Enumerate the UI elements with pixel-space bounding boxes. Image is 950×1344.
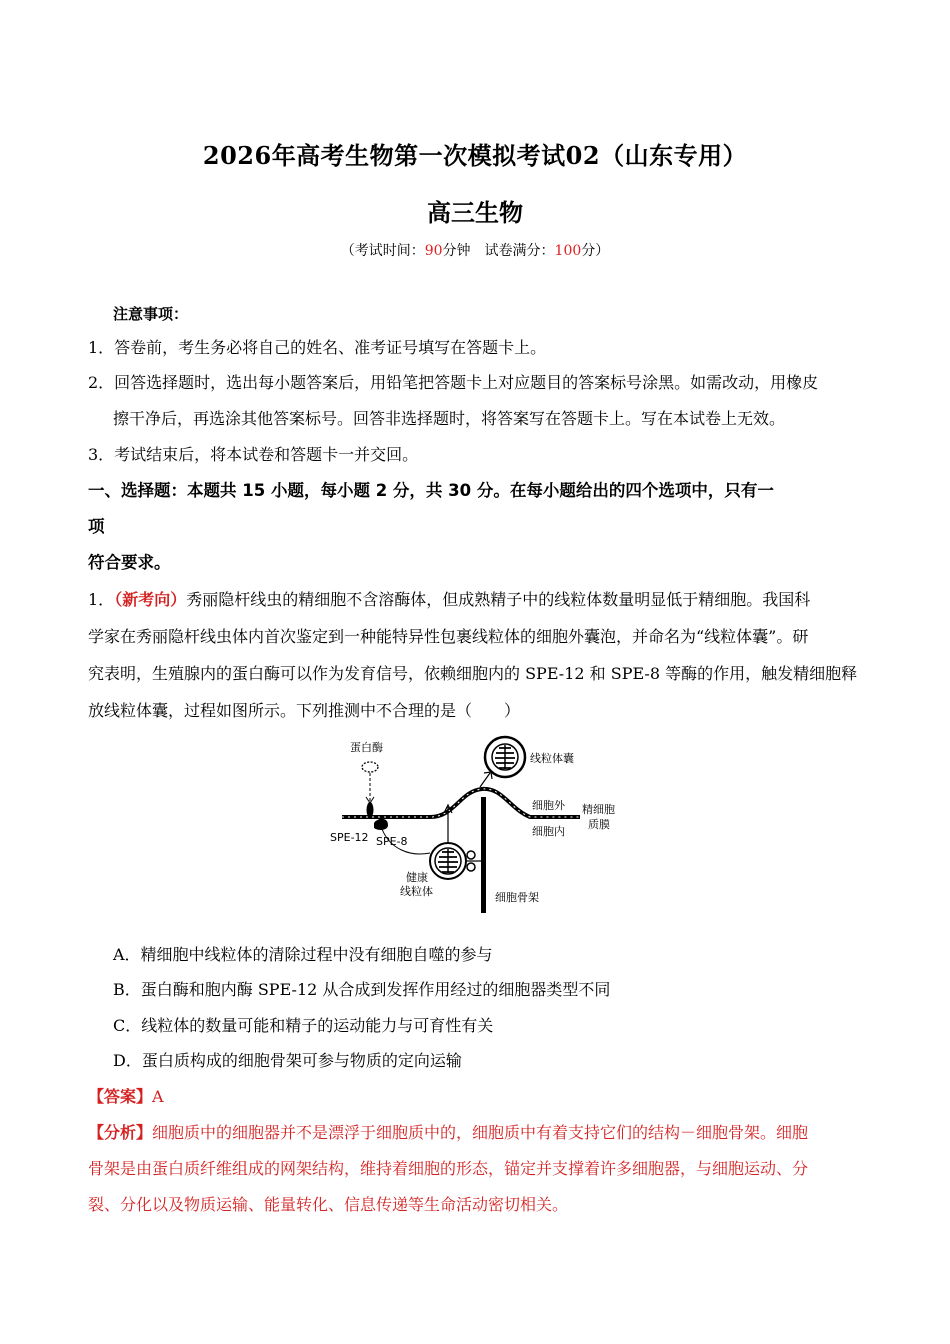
section-heading-line-2: 项: [88, 517, 105, 536]
analysis-line-1: [88, 1123, 858, 1143]
option-d: D．蛋白质构成的细胞骨架可参与物质的定向运输: [113, 1051, 462, 1070]
question-1-line-1: [88, 590, 858, 610]
figure-label-healthy-1: 健康: [406, 871, 428, 884]
figure-label-protease: 蛋白酶: [350, 741, 383, 754]
exam-score-unit: 分）: [581, 243, 610, 259]
notice-item-2: 2．回答选择题时，选出每小题答案后，用铅笔把答题卡上对应题目的答案标号涂黑。如需改动，用橡皮: [88, 373, 819, 392]
exam-time-unit: 分钟 试卷满分：: [442, 243, 555, 259]
exam-time-value: 90: [424, 243, 443, 259]
figure-label-spe12: SPE-12: [330, 831, 369, 844]
page-subtitle: 高三生物: [427, 198, 523, 227]
notice-item-1: 1．答卷前，考生务必将自己的姓名、准考证号填写在答题卡上。: [88, 338, 547, 357]
notice-item-2-cont: 擦干净后，再选涂其他答案标号。回答非选择题时，将答案写在答题卡上。写在本试卷上无效。: [113, 409, 786, 428]
healthy-mitochondrion: [430, 843, 466, 879]
figure-label-cytoskeleton: 细胞骨架: [495, 891, 539, 904]
analysis-text: 细胞质中的细胞器并不是漂浮于细胞质中的，细胞质中有着支持它们的结构－细胞骨架。细胞: [152, 1123, 809, 1142]
question-1-line-3: 究表明，生殖腺内的蛋白酶可以作为发育信号，依赖细胞内的 SPE-12 和 SPE-8 等酶的作用，触发精细胞释: [88, 664, 858, 683]
mitochondria-sac-figure: [330, 733, 630, 913]
figure-label-mito-sac: 线粒体囊: [530, 752, 574, 765]
question-tag: （新考向）: [114, 590, 187, 609]
analysis-label: 【分析】: [88, 1123, 153, 1142]
figure-label-outside: 细胞外: [532, 799, 565, 812]
answer-value: A: [152, 1087, 164, 1106]
section-heading-line-3: 符合要求。: [88, 553, 171, 572]
option-c: C．线粒体的数量可能和精子的运动能力与可育性有关: [113, 1016, 494, 1035]
option-b: B．蛋白酶和胞内酶 SPE-12 从合成到发挥作用经过的细胞器类型不同: [113, 980, 611, 999]
question-number: 1．: [88, 590, 115, 609]
protease-shape: [362, 762, 378, 772]
page-title: 2026年高考生物第一次模拟考试02（山东专用）: [202, 141, 748, 170]
answer-line: [88, 1087, 858, 1107]
exam-info-prefix: （考试时间：: [340, 243, 425, 259]
analysis-line-2: 骨架是由蛋白质纤维组成的网架结构，维持着细胞的形态，锚定并支撑着许多细胞器，与细胞运动、分: [88, 1159, 809, 1178]
notice-heading: 注意事项：: [113, 305, 189, 323]
cytoskeleton-bar: [481, 797, 486, 913]
analysis-line-3: 裂、分化以及物质运输、能量转化、信息传递等生命活动密切相关。: [88, 1195, 569, 1214]
figure-label-spe8: SPE-8: [376, 835, 408, 848]
figure-label-membrane-1: 精细胞: [582, 803, 615, 816]
mitochondria-sac: [485, 737, 525, 777]
exam-score-value: 100: [554, 243, 582, 259]
answer-label: 【答案】: [88, 1087, 153, 1106]
exam-info: [0, 240, 950, 260]
question-1-line-4: 放线粒体囊，过程如图所示。下列推测中不合理的是（ ）: [88, 701, 521, 720]
spe12-shape: [367, 802, 374, 818]
option-a: A．精细胞中线粒体的清除过程中没有细胞自噬的参与: [113, 945, 493, 964]
figure-label-healthy-2: 线粒体: [400, 885, 433, 898]
figure-label-inside: 细胞内: [532, 825, 565, 838]
figure-label-membrane-2: 质膜: [588, 818, 610, 831]
question-1-line-2: 学家在秀丽隐杆线虫体内首次鉴定到一种能特异性包裹线粒体的细胞外囊泡，并命名为“线粒体囊”。研: [88, 627, 809, 646]
notice-item-3: 3．考试结束后，将本试卷和答题卡一并交回。: [88, 445, 419, 464]
spe8-shape: [374, 819, 388, 830]
question-text: 秀丽隐杆线虫的精细胞不含溶酶体，但成熟精子中的线粒体数量明显低于精细胞。我国科: [186, 590, 811, 609]
section-heading-line-1: 一、选择题：本题共 15 小题，每小题 2 分，共 30 分。在每小题给出的四个选项中，只有一: [88, 481, 774, 500]
